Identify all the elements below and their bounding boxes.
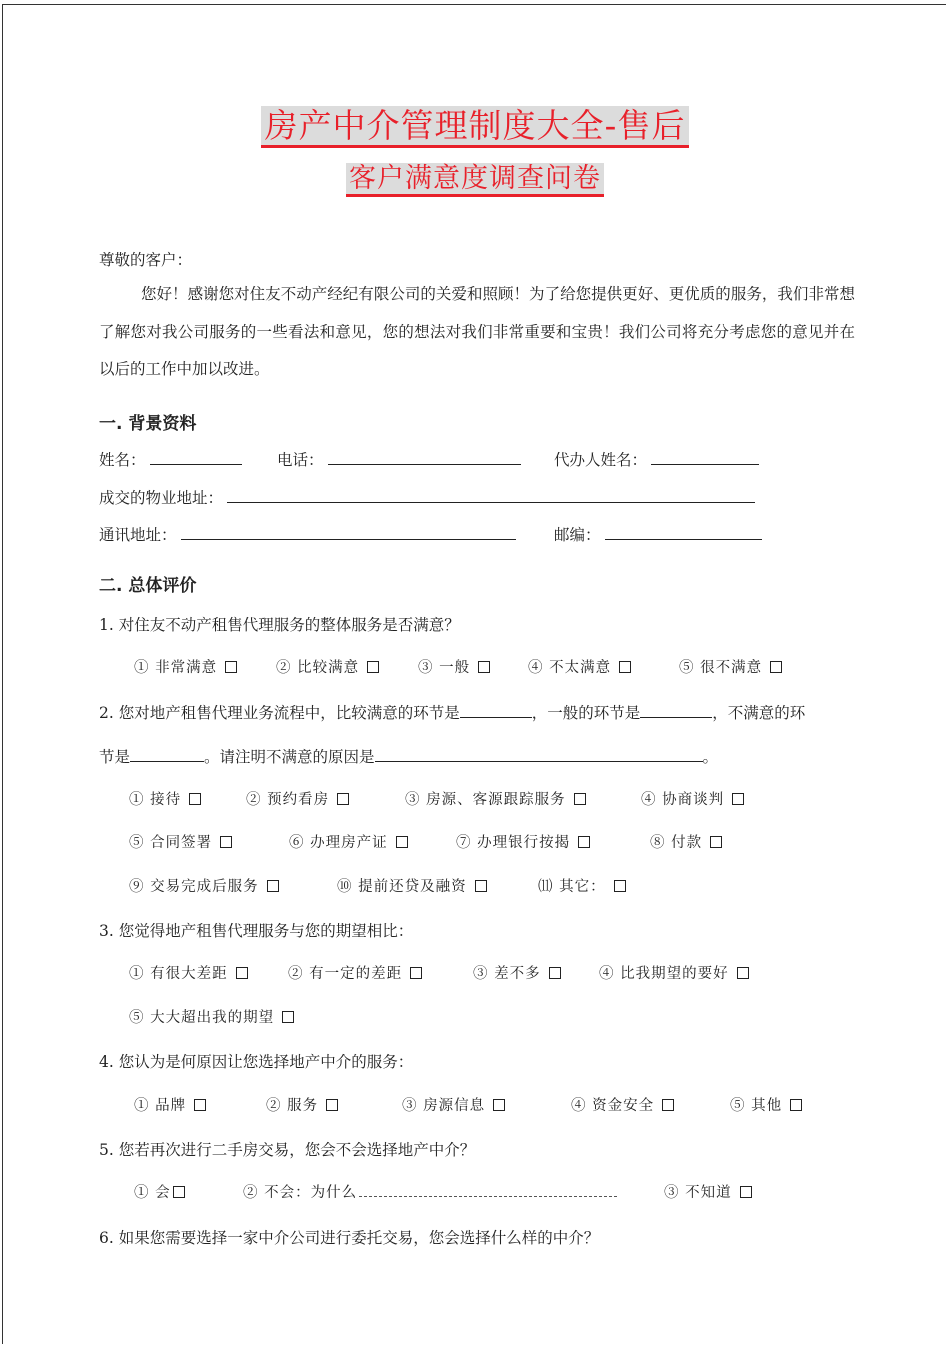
checkbox[interactable] bbox=[737, 967, 749, 979]
checkbox[interactable] bbox=[710, 836, 722, 848]
section-evaluation-heading: 二. 总体评价 bbox=[99, 576, 197, 596]
q3-option-5[interactable]: ⑤ 大大超出我的期望 bbox=[129, 1006, 294, 1027]
q1-option-2[interactable]: ② 比较满意 bbox=[276, 656, 379, 677]
checkbox[interactable] bbox=[267, 880, 279, 892]
q1-option-4[interactable]: ④ 不太满意 bbox=[528, 656, 631, 677]
checkbox[interactable] bbox=[475, 880, 487, 892]
section-background-heading: 一. 背景资料 bbox=[99, 414, 197, 434]
q2-option-9[interactable]: ⑨ 交易完成后服务 bbox=[129, 875, 279, 896]
q2-option-3[interactable]: ③ 房源、客源跟踪服务 bbox=[405, 788, 586, 809]
checkbox[interactable] bbox=[614, 880, 626, 892]
checkbox[interactable] bbox=[194, 1099, 206, 1111]
question-3: 3. 您觉得地产租售代理服务与您的期望相比： bbox=[99, 922, 414, 940]
checkbox[interactable] bbox=[574, 793, 586, 805]
document-subtitle: 客户满意度调查问卷 bbox=[0, 156, 950, 195]
checkbox[interactable] bbox=[282, 1011, 294, 1023]
checkbox[interactable] bbox=[337, 793, 349, 805]
q2-option-5[interactable]: ⑤ 合同签署 bbox=[129, 831, 232, 852]
name-field[interactable]: 姓名： bbox=[99, 448, 242, 470]
checkbox[interactable] bbox=[189, 793, 201, 805]
question-1: 1. 对住友不动产租售代理服务的整体服务是否满意？ bbox=[99, 616, 460, 634]
q3-option-3[interactable]: ③ 差不多 bbox=[473, 962, 561, 983]
q5-option-1[interactable]: ① 会 bbox=[134, 1181, 185, 1202]
q5-option-2[interactable]: ② 不会：为什么 bbox=[243, 1181, 617, 1202]
checkbox[interactable] bbox=[173, 1186, 185, 1198]
checkbox[interactable] bbox=[410, 967, 422, 979]
q3-option-2[interactable]: ② 有一定的差距 bbox=[288, 962, 422, 983]
question-4: 4. 您认为是何原因让您选择地产中介的服务： bbox=[99, 1053, 414, 1071]
q5-option-3[interactable]: ③ 不知道 bbox=[664, 1181, 752, 1202]
checkbox[interactable] bbox=[662, 1099, 674, 1111]
checkbox[interactable] bbox=[225, 661, 237, 673]
q2-option-10[interactable]: ⑩ 提前还贷及融资 bbox=[337, 875, 487, 896]
question-2-line-2: 节是 。请注明不满意的原因是 。 bbox=[99, 748, 719, 766]
checkbox[interactable] bbox=[740, 1186, 752, 1198]
q1-option-1[interactable]: ① 非常满意 bbox=[134, 656, 237, 677]
q2-option-8[interactable]: ⑧ 付款 bbox=[650, 831, 722, 852]
q1-option-5[interactable]: ⑤ 很不满意 bbox=[679, 656, 782, 677]
checkbox[interactable] bbox=[549, 967, 561, 979]
reason-blank[interactable] bbox=[359, 1184, 617, 1197]
checkbox[interactable] bbox=[326, 1099, 338, 1111]
q2-option-11[interactable]: ⑾ 其它： bbox=[538, 875, 626, 896]
checkbox[interactable] bbox=[790, 1099, 802, 1111]
q4-option-2[interactable]: ② 服务 bbox=[266, 1094, 338, 1115]
checkbox[interactable] bbox=[732, 793, 744, 805]
phone-field[interactable]: 电话： bbox=[277, 448, 521, 470]
checkbox[interactable] bbox=[367, 661, 379, 673]
checkbox[interactable] bbox=[220, 836, 232, 848]
q4-option-4[interactable]: ④ 资金安全 bbox=[571, 1094, 674, 1115]
checkbox[interactable] bbox=[478, 661, 490, 673]
q1-option-3[interactable]: ③ 一般 bbox=[418, 656, 490, 677]
q3-option-4[interactable]: ④ 比我期望的要好 bbox=[599, 962, 749, 983]
document-title: 房产中介管理制度大全-售后 bbox=[0, 100, 950, 147]
q2-option-6[interactable]: ⑥ 办理房产证 bbox=[289, 831, 408, 852]
checkbox[interactable] bbox=[396, 836, 408, 848]
salutation: 尊敬的客户： bbox=[99, 251, 193, 269]
property-address-field[interactable]: 成交的物业地址： bbox=[99, 486, 755, 508]
question-2-line-1: 2. 您对地产租售代理业务流程中，比较满意的环节是 ，一般的环节是 ，不满意的环 bbox=[99, 704, 806, 722]
q2-option-4[interactable]: ④ 协商谈判 bbox=[641, 788, 744, 809]
q2-option-1[interactable]: ① 接待 bbox=[129, 788, 201, 809]
checkbox[interactable] bbox=[619, 661, 631, 673]
checkbox[interactable] bbox=[578, 836, 590, 848]
intro-paragraph: 您好！感谢您对住友不动产经纪有限公司的关爱和照顾！为了给您提供更好、更优质的服务，我们非常想了解您对我公司服务的一些看法和意见，您的想法对我们非常重要和宝贵！我们公司将充分考虑您的意见并在以后的工作中加以改进。 bbox=[99, 285, 855, 378]
q2-option-2[interactable]: ② 预约看房 bbox=[246, 788, 349, 809]
zip-code-field[interactable]: 邮编： bbox=[554, 523, 762, 545]
q3-option-1[interactable]: ① 有很大差距 bbox=[129, 962, 248, 983]
question-6: 6. 如果您需要选择一家中介公司进行委托交易，您会选择什么样的中介？ bbox=[99, 1229, 600, 1247]
checkbox[interactable] bbox=[236, 967, 248, 979]
mailing-address-field[interactable]: 通讯地址： bbox=[99, 523, 516, 545]
agent-name-field[interactable]: 代办人姓名： bbox=[554, 448, 759, 470]
q4-option-3[interactable]: ③ 房源信息 bbox=[402, 1094, 505, 1115]
q4-option-1[interactable]: ① 品牌 bbox=[134, 1094, 206, 1115]
checkbox[interactable] bbox=[493, 1099, 505, 1111]
q2-option-7[interactable]: ⑦ 办理银行按揭 bbox=[456, 831, 590, 852]
question-5: 5. 您若再次进行二手房交易，您会不会选择地产中介？ bbox=[99, 1141, 476, 1159]
checkbox[interactable] bbox=[770, 661, 782, 673]
q4-option-5[interactable]: ⑤ 其他 bbox=[730, 1094, 802, 1115]
